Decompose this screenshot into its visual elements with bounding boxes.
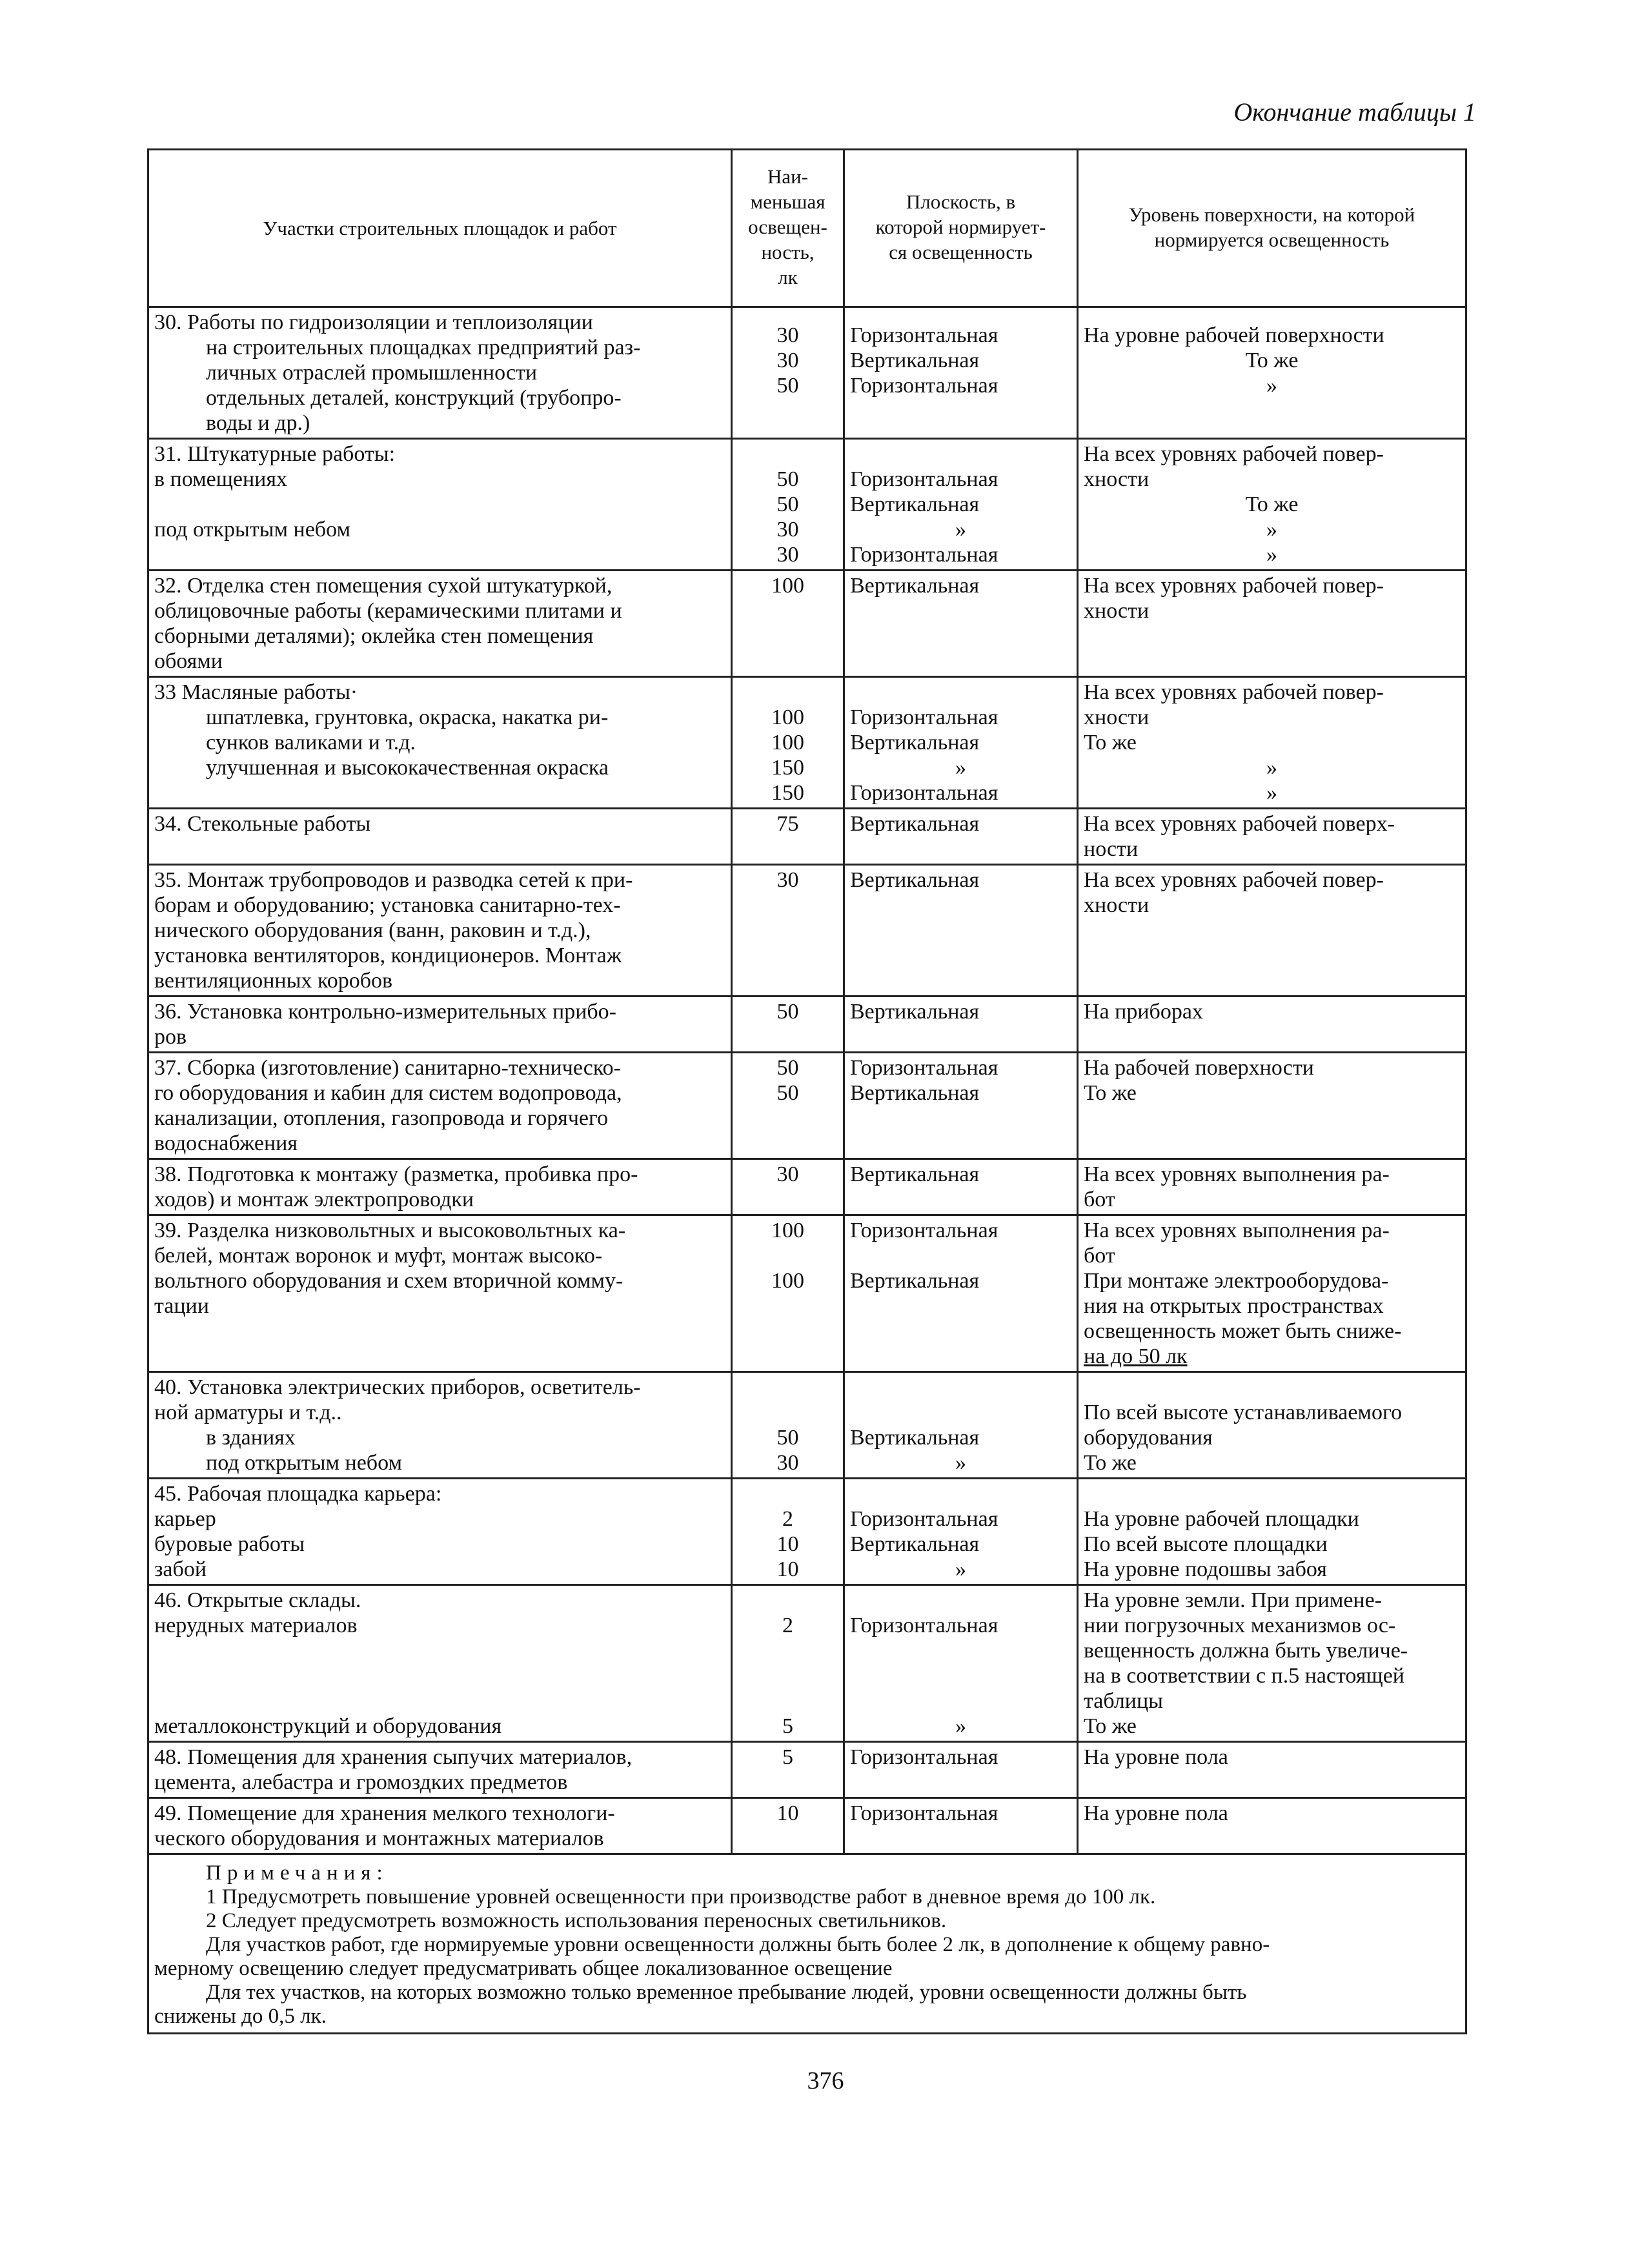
lux-value: 5 — [782, 1714, 793, 1738]
site-line: 46. Открытые склады. — [154, 1588, 361, 1612]
note-item: 1 Предусмотреть повышение уровней освещенности при производстве работ в дневное время до 100 лк. — [206, 1885, 1156, 1909]
site-line: 39. Разделка низковольтных и высоковольтных ка- — [154, 1219, 626, 1242]
site-line: го оборудования и кабин для систем водопровода, — [154, 1081, 622, 1105]
lux-value: 2 — [782, 1614, 793, 1637]
table-row — [148, 307, 1466, 439]
level-cell — [1078, 865, 1466, 997]
plane-cell — [844, 1742, 1078, 1798]
site-cell — [148, 997, 732, 1053]
level-line: хности — [1084, 599, 1150, 623]
plane-value — [850, 1663, 1071, 1688]
header-plane-line: Плоскость, в — [906, 190, 1016, 213]
site-line: установка вентиляторов, кондиционеров. Монтаж — [154, 944, 622, 967]
lux-value: 150 — [771, 781, 804, 805]
level-line: На всех уровнях рабочей повер- — [1084, 680, 1384, 704]
lux-value: 2 — [782, 1507, 793, 1531]
lux-cell — [732, 1585, 844, 1742]
level-line: То же — [1084, 1081, 1137, 1105]
lux-cell — [732, 1372, 844, 1479]
page-number: 376 — [807, 2067, 844, 2094]
site-line: 48. Помещения для хранения сыпучих материалов, — [154, 1745, 633, 1769]
plane-value: Вертикальная — [850, 812, 980, 836]
header-level-line: Уровень поверхности, на которой — [1128, 203, 1415, 226]
table-row — [148, 997, 1466, 1053]
site-cell — [148, 1053, 732, 1159]
lux-value: 75 — [776, 812, 799, 836]
table-row — [148, 1372, 1466, 1479]
plane-value: Вертикальная — [850, 1426, 980, 1450]
notes-title: Примечания: — [206, 1861, 389, 1885]
level-line: При монтаже электрооборудова- — [1084, 1269, 1389, 1293]
site-line: 35. Монтаж трубопроводов и разводка сетей к при- — [154, 868, 633, 892]
lux-value: 50 — [776, 1426, 799, 1450]
site-cell — [148, 677, 732, 809]
level-cell — [1078, 1585, 1466, 1742]
site-line: ров — [154, 1025, 187, 1049]
plane-value: Горизонтальная — [850, 1745, 998, 1769]
site-line: белей, монтаж воронок и муфт, монтаж высоко- — [154, 1244, 603, 1268]
site-line: ходов) и монтаж электропроводки — [154, 1188, 474, 1211]
plane-cell — [844, 307, 1078, 439]
site-line: 37. Сборка (изготовление) санитарно-техническо- — [154, 1056, 621, 1080]
site-line: шпатлевка, грунтовка, окраска, накатка ри- — [206, 705, 609, 729]
plane-cell — [844, 1159, 1078, 1215]
notes-row — [148, 1854, 1466, 2034]
lux-value: 100 — [771, 574, 804, 598]
plane-value: Горизонтальная — [850, 1801, 998, 1825]
notes-cell — [148, 1854, 1466, 2034]
level-line: на в соответствии с п.5 настоящей — [1084, 1664, 1404, 1688]
site-cell — [148, 571, 732, 677]
plane-value: Вертикальная — [850, 1000, 980, 1024]
lux-cell — [732, 1798, 844, 1854]
header-lux-column — [732, 150, 844, 307]
site-line: 49. Помещение для хранения мелкого технологи- — [154, 1801, 615, 1825]
header-site-column: Участки строительных площадок и работ — [148, 150, 732, 307]
site-line: 40. Установка электрических приборов, осветитель- — [154, 1375, 641, 1399]
lux-value: 30 — [776, 1451, 799, 1475]
site-line: личных отраслей промышленности — [206, 361, 538, 385]
table-row — [148, 1798, 1466, 1854]
level-line: вещенность должна быть увеличе- — [1084, 1639, 1408, 1663]
site-line: нического оборудования (ванн, раковин и т.д.), — [154, 918, 591, 942]
lux-cell — [732, 571, 844, 677]
plane-value — [850, 1375, 1071, 1400]
level-line: То же — [1084, 731, 1137, 754]
table-row — [148, 571, 1466, 677]
site-line: воды и др.) — [206, 411, 310, 435]
site-line: 30. Работы по гидроизоляции и теплоизоляции — [154, 310, 593, 334]
plane-value: Горизонтальная — [850, 1507, 998, 1531]
site-line: 36. Установка контрольно-измерительных прибо- — [154, 1000, 617, 1024]
site-line: ной арматуры и т.д.. — [154, 1401, 342, 1424]
lux-cell — [732, 677, 844, 809]
site-line: вольтного оборудования и схем вторичной комму- — [154, 1269, 623, 1293]
lux-value: 30 — [776, 868, 799, 892]
site-line: нерудных материалов — [154, 1614, 358, 1637]
site-line: металлоконструкций и оборудования — [154, 1714, 502, 1738]
plane-value — [850, 1243, 1071, 1268]
plane-value: Горизонтальная — [850, 781, 998, 805]
site-cell — [148, 1479, 732, 1585]
lux-value: 50 — [776, 467, 799, 491]
site-line: борам и оборудованию; установка санитарно-тех- — [154, 893, 621, 917]
site-line: в помещениях — [154, 467, 288, 491]
level-cell — [1078, 1742, 1466, 1798]
lux-cell — [732, 865, 844, 997]
plane-cell — [844, 1215, 1078, 1372]
level-line: На уровне пола — [1084, 1745, 1228, 1769]
plane-cell — [844, 1053, 1078, 1159]
plane-value: Вертикальная — [850, 1162, 980, 1186]
header-plane-column — [844, 150, 1078, 307]
lux-value: 150 — [771, 756, 804, 780]
note-paragraph: снижены до 0,5 лк. — [154, 2005, 327, 2028]
plane-value — [850, 441, 1071, 467]
level-cell — [1078, 571, 1466, 677]
site-cell — [148, 809, 732, 865]
site-cell — [148, 1215, 732, 1372]
plane-cell — [844, 677, 1078, 809]
plane-value: Вертикальная — [850, 731, 980, 754]
table-continuation-caption: Окончание таблицы 1 — [1233, 97, 1476, 127]
site-line: обоями — [154, 649, 223, 673]
lux-value — [738, 310, 838, 323]
level-cell — [1078, 997, 1466, 1053]
illumination-norms-table — [147, 148, 1467, 2034]
plane-value: Горизонтальная — [850, 1056, 998, 1080]
level-line — [1084, 1481, 1460, 1506]
lux-value: 30 — [776, 323, 799, 347]
plane-value — [850, 1400, 1071, 1425]
header-lux-line: освещен- — [748, 216, 827, 238]
site-cell — [148, 1798, 732, 1854]
header-level-line: нормируется освещенность — [1154, 228, 1390, 251]
lux-value: 100 — [771, 1219, 804, 1242]
plane-value: Вертикальная — [850, 349, 980, 372]
site-cell — [148, 1742, 732, 1798]
site-cell — [148, 865, 732, 997]
level-line: На всех уровнях выполнения ра- — [1084, 1162, 1390, 1186]
level-line: На всех уровнях рабочей поверх- — [1084, 812, 1395, 836]
site-line: сунков валиками и т.д. — [206, 731, 416, 754]
header-lux-line: Наи- — [767, 165, 809, 188]
level-line: » — [1266, 781, 1277, 805]
level-line: хности — [1084, 467, 1150, 491]
site-line: под открытым небом — [154, 518, 350, 542]
level-cell — [1078, 439, 1466, 571]
plane-value: » — [955, 1714, 966, 1738]
site-cell — [148, 439, 732, 571]
site-cell — [148, 1372, 732, 1479]
plane-cell — [844, 571, 1078, 677]
site-line: 45. Рабочая площадка карьера: — [154, 1482, 442, 1506]
site-line: карьер — [154, 1507, 216, 1531]
level-line: То же — [1245, 492, 1299, 516]
plane-value — [850, 680, 1071, 705]
site-line: ческого оборудования и монтажных материалов — [154, 1827, 604, 1850]
level-line: » — [1266, 518, 1277, 542]
level-line: На уровне рабочей поверхности — [1084, 323, 1384, 347]
level-line: На всех уровнях рабочей повер- — [1084, 442, 1384, 466]
lux-value: 30 — [776, 349, 799, 372]
site-line: улучшенная и высококачественная окраска — [206, 756, 609, 780]
site-line: 32. Отделка стен помещения сухой штукатуркой, — [154, 574, 613, 598]
site-line — [154, 1638, 725, 1663]
level-line: На всех уровнях рабочей повер- — [1084, 868, 1384, 892]
lux-value: 10 — [776, 1532, 799, 1556]
header-lux-line: меньшая — [750, 190, 826, 213]
lux-value — [738, 1663, 838, 1688]
lux-value: 50 — [776, 1081, 799, 1105]
plane-value — [850, 1588, 1071, 1613]
note-paragraph: мерному освещению следует предусматривать общее локализованное освещение — [154, 1957, 893, 1980]
plane-value: Горизонтальная — [850, 467, 998, 491]
level-line: То же — [1084, 1451, 1137, 1475]
lux-value — [738, 1638, 838, 1663]
site-line: под открытым небом — [206, 1451, 402, 1475]
lux-value — [738, 441, 838, 467]
plane-value: Горизонтальная — [850, 374, 998, 398]
plane-cell — [844, 1479, 1078, 1585]
table-row — [148, 1215, 1466, 1372]
site-line: забой — [154, 1557, 207, 1581]
table-row — [148, 1742, 1466, 1798]
lux-value: 30 — [776, 543, 799, 567]
lux-value: 30 — [776, 1162, 799, 1186]
table-row — [148, 865, 1466, 997]
level-cell — [1078, 1798, 1466, 1854]
level-line — [1084, 1375, 1460, 1400]
table-row — [148, 1053, 1466, 1159]
level-cell — [1078, 1372, 1466, 1479]
lux-value — [738, 1481, 838, 1506]
lux-value: 50 — [776, 374, 799, 398]
level-line: нии погрузочных механизмов ос- — [1084, 1614, 1396, 1637]
plane-cell — [844, 1372, 1078, 1479]
site-line — [154, 492, 725, 517]
site-line: тации — [154, 1294, 209, 1318]
note-paragraph: Для участков работ, где нормируемые уровни освещенности должны быть более 2 лк, в дополнение к общему равно- — [206, 1933, 1270, 1956]
table-row — [148, 1479, 1466, 1585]
lux-value — [738, 1243, 838, 1268]
level-line: На уровне рабочей площадки — [1084, 1507, 1359, 1531]
level-cell — [1078, 1479, 1466, 1585]
table-row — [148, 809, 1466, 865]
site-line: 34. Стекольные работы — [154, 812, 371, 836]
header-plane-line: ся освещенность — [889, 241, 1033, 263]
level-line: ния на открытых пространствах — [1084, 1294, 1384, 1318]
level-cell — [1078, 1215, 1466, 1372]
lux-value: 5 — [782, 1745, 793, 1769]
lux-value — [738, 680, 838, 705]
site-cell — [148, 1585, 732, 1742]
lux-value — [738, 1375, 838, 1400]
site-line: отдельных деталей, конструкций (трубопро- — [206, 386, 622, 410]
level-line: То же — [1084, 1714, 1137, 1738]
plane-value: Вертикальная — [850, 1532, 980, 1556]
plane-value: Горизонтальная — [850, 1219, 998, 1242]
site-line — [154, 1663, 725, 1688]
site-line: канализации, отопления, газопровода и горячего — [154, 1106, 609, 1130]
plane-value: Горизонтальная — [850, 323, 998, 347]
note-item: 2 Следует предусмотреть возможность использования переносных светильников. — [206, 1909, 947, 1932]
site-line: буровые работы — [154, 1532, 305, 1556]
level-line: По всей высоте площадки — [1084, 1532, 1328, 1556]
plane-value — [850, 1638, 1071, 1663]
plane-value: Горизонтальная — [850, 543, 998, 567]
plane-cell — [844, 865, 1078, 997]
lux-cell — [732, 1053, 844, 1159]
site-line: облицовочные работы (керамическими плитами и — [154, 599, 622, 623]
level-line: То же — [1245, 349, 1299, 372]
plane-value — [850, 1688, 1071, 1714]
site-line: сборными деталями); оклейка стен помещения — [154, 624, 594, 648]
lux-value: 10 — [776, 1557, 799, 1581]
level-line: таблицы — [1084, 1689, 1164, 1713]
level-cell — [1078, 677, 1466, 809]
site-cell — [148, 1159, 732, 1215]
plane-value: » — [955, 1557, 966, 1581]
level-line: На всех уровнях рабочей повер- — [1084, 574, 1384, 598]
level-line: бот — [1084, 1244, 1115, 1268]
plane-value: » — [955, 518, 966, 542]
plane-value — [850, 310, 1071, 323]
lux-cell — [732, 997, 844, 1053]
plane-value — [850, 1481, 1071, 1506]
level-cell — [1078, 307, 1466, 439]
plane-value: » — [955, 1451, 966, 1475]
level-line: освещенность может быть сниже- — [1084, 1319, 1402, 1343]
level-line: хности — [1084, 705, 1150, 729]
level-line: » — [1266, 374, 1277, 398]
plane-cell — [844, 997, 1078, 1053]
lux-value: 100 — [771, 731, 804, 754]
level-line: » — [1266, 756, 1277, 780]
table-row — [148, 1159, 1466, 1215]
site-cell — [148, 307, 732, 439]
level-line: хности — [1084, 893, 1150, 917]
plane-cell — [844, 1585, 1078, 1742]
note-paragraph: Для тех участков, на которых возможно только временное пребывание людей, уровни освещенности должны быть — [206, 1981, 1247, 2004]
plane-value: Вертикальная — [850, 868, 980, 892]
lux-value: 10 — [776, 1801, 799, 1825]
level-line: По всей высоте устанавливаемого — [1084, 1401, 1403, 1424]
level-line: » — [1266, 543, 1277, 567]
site-line — [154, 1688, 725, 1714]
level-line: оборудования — [1084, 1426, 1213, 1450]
plane-value: Горизонтальная — [850, 1614, 998, 1637]
level-cell — [1078, 1159, 1466, 1215]
level-line: На приборах — [1084, 1000, 1203, 1024]
header-plane-line: которой нормирует- — [875, 216, 1046, 238]
plane-cell — [844, 1798, 1078, 1854]
plane-value: Вертикальная — [850, 1269, 980, 1293]
level-cell — [1078, 809, 1466, 865]
plane-value: » — [955, 756, 966, 780]
site-line: вентиляционных коробов — [154, 969, 393, 993]
site-line: 38. Подготовка к монтажу (разметка, пробивка про- — [154, 1162, 638, 1186]
plane-cell — [844, 809, 1078, 865]
lux-value: 50 — [776, 1056, 799, 1080]
plane-value: Вертикальная — [850, 574, 980, 598]
lux-value — [738, 1688, 838, 1714]
site-line: водоснабжения — [154, 1131, 298, 1155]
lux-value: 100 — [771, 1269, 804, 1293]
level-line: на до 50 лк — [1084, 1344, 1188, 1368]
level-line: На рабочей поверхности — [1084, 1056, 1314, 1080]
lux-value — [738, 1588, 838, 1613]
lux-value: 100 — [771, 705, 804, 729]
lux-cell — [732, 1159, 844, 1215]
lux-value: 50 — [776, 492, 799, 516]
level-line: бот — [1084, 1188, 1115, 1211]
header-lux-line: лк — [778, 266, 798, 289]
lux-cell — [732, 1742, 844, 1798]
lux-value: 50 — [776, 1000, 799, 1024]
plane-value: Горизонтальная — [850, 705, 998, 729]
site-line: 33 Масляные работы· — [154, 680, 358, 704]
lux-cell — [732, 439, 844, 571]
lux-cell — [732, 307, 844, 439]
header-lux-line: ность, — [761, 241, 815, 263]
level-line: На уровне подошвы забоя — [1084, 1557, 1327, 1581]
site-line: 31. Штукатурные работы: — [154, 442, 396, 466]
lux-value: 30 — [776, 518, 799, 542]
level-line: На уровне пола — [1084, 1801, 1228, 1825]
level-cell — [1078, 1053, 1466, 1159]
site-line: в зданиях — [206, 1426, 296, 1450]
plane-value: Вертикальная — [850, 492, 980, 516]
level-line: На всех уровнях выполнения ра- — [1084, 1219, 1390, 1242]
plane-cell — [844, 439, 1078, 571]
lux-value — [738, 1400, 838, 1425]
level-line: ности — [1084, 837, 1139, 861]
lux-cell — [732, 1479, 844, 1585]
table-row — [148, 439, 1466, 571]
level-line — [1084, 310, 1460, 323]
level-line: На уровне земли. При примене- — [1084, 1588, 1383, 1612]
table-row — [148, 1585, 1466, 1742]
lux-cell — [732, 1215, 844, 1372]
plane-value: Вертикальная — [850, 1081, 980, 1105]
site-line: цемента, алебастра и громоздких предметов — [154, 1770, 568, 1794]
table-row — [148, 677, 1466, 809]
lux-cell — [732, 809, 844, 865]
table-header-row — [148, 150, 1466, 307]
header-level-column — [1078, 150, 1466, 307]
site-line: на строительных площадках предприятий раз- — [206, 336, 641, 359]
